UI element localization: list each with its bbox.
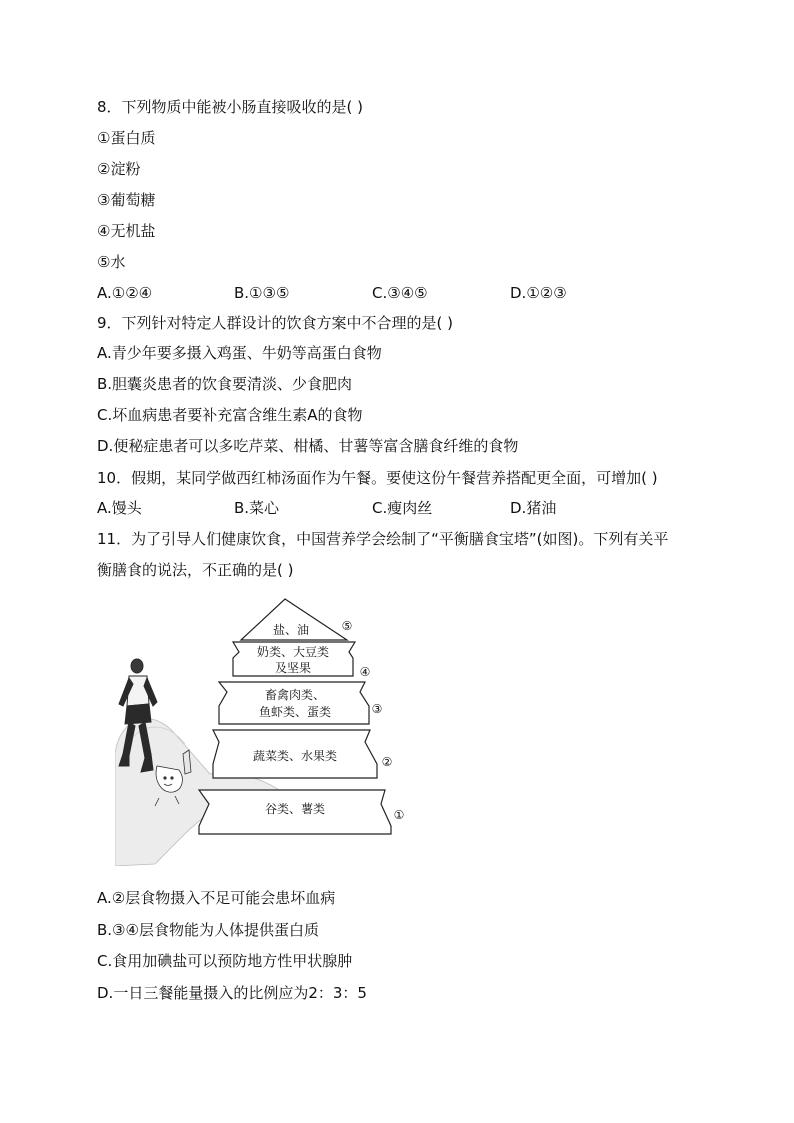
q8-option-b: B.①③⑤: [234, 284, 290, 302]
q8-option-a: A.①②④: [97, 284, 153, 302]
pagoda-tier-3-label-line1: 畜禽肉类、: [264, 688, 326, 702]
q8-item-3: ③葡萄糖: [97, 191, 156, 209]
pagoda-number-1: ①: [393, 808, 405, 822]
q10-option-c: C.瘦肉丝: [372, 499, 433, 517]
pagoda-number-2: ②: [381, 755, 393, 769]
q11-option-b: B.③④层食物能为人体提供蛋白质: [97, 921, 319, 939]
q8-item-1: ①蛋白质: [97, 129, 156, 147]
q8-stem: 8．下列物质中能被小肠直接吸收的是( ): [97, 98, 364, 116]
q9-stem: 9．下列针对特定人群设计的饮食方案中不合理的是( ): [97, 314, 454, 332]
pagoda-tier-1-label: 谷类、薯类: [264, 802, 326, 816]
pagoda-tier-4-label-line2: 及坚果: [274, 661, 312, 675]
q11-option-a: A.②层食物摄入不足可能会患坏血病: [97, 889, 336, 907]
q9-option-d: D.便秘症患者可以多吃芹菜、柑橘、甘薯等富含膳食纤维的食物: [97, 437, 519, 455]
q11-option-d: D.一日三餐能量摄入的比例应为2：3：5: [97, 984, 367, 1002]
q8-item-5: ⑤水: [97, 253, 126, 271]
q8-item-2: ②淀粉: [97, 160, 141, 178]
q9-option-b: B.胆囊炎患者的饮食要清淡、少食肥肉: [97, 375, 353, 393]
pagoda-tier-4-label-line1: 奶类、大豆类: [256, 645, 330, 659]
pagoda-svg: [115, 594, 415, 866]
q8-item-4: ④无机盐: [97, 222, 156, 240]
q9-option-c: C.坏血病患者要补充富含维生素A的食物: [97, 406, 363, 424]
pagoda-number-5: ⑤: [341, 619, 353, 633]
pagoda-number-3: ③: [371, 702, 383, 716]
q10-option-b: B.菜心: [234, 499, 280, 517]
pagoda-tier-2-label: 蔬菜类、水果类: [252, 749, 338, 763]
q10-stem: 10．假期，某同学做西红柿汤面作为午餐。要使这份午餐营养搭配更全面，可增加( ): [97, 469, 658, 487]
q10-option-d: D.猪油: [510, 499, 557, 517]
q11-stem-line1: 11．为了引导人们健康饮食，中国营养学会绘制了“平衡膳食宝塔”(如图)。下列有关平: [97, 530, 669, 548]
q10-option-a: A.馒头: [97, 499, 142, 517]
q9-option-a: A.青少年要多摄入鸡蛋、牛奶等高蛋白食物: [97, 344, 382, 362]
q8-option-d: D.①②③: [510, 284, 567, 302]
q11-stem-line2: 衡膳食的说法，不正确的是( ): [97, 561, 294, 579]
pagoda-number-4: ④: [359, 665, 371, 679]
pagoda-tier-3-label-line2: 鱼虾类、蛋类: [258, 705, 332, 719]
balanced-diet-pagoda-figure: [115, 594, 415, 866]
q8-option-c: C.③④⑤: [372, 284, 428, 302]
q11-option-c: C.食用加碘盐可以预防地方性甲状腺肿: [97, 952, 353, 970]
pagoda-tier-5-label: 盐、油: [272, 623, 310, 637]
